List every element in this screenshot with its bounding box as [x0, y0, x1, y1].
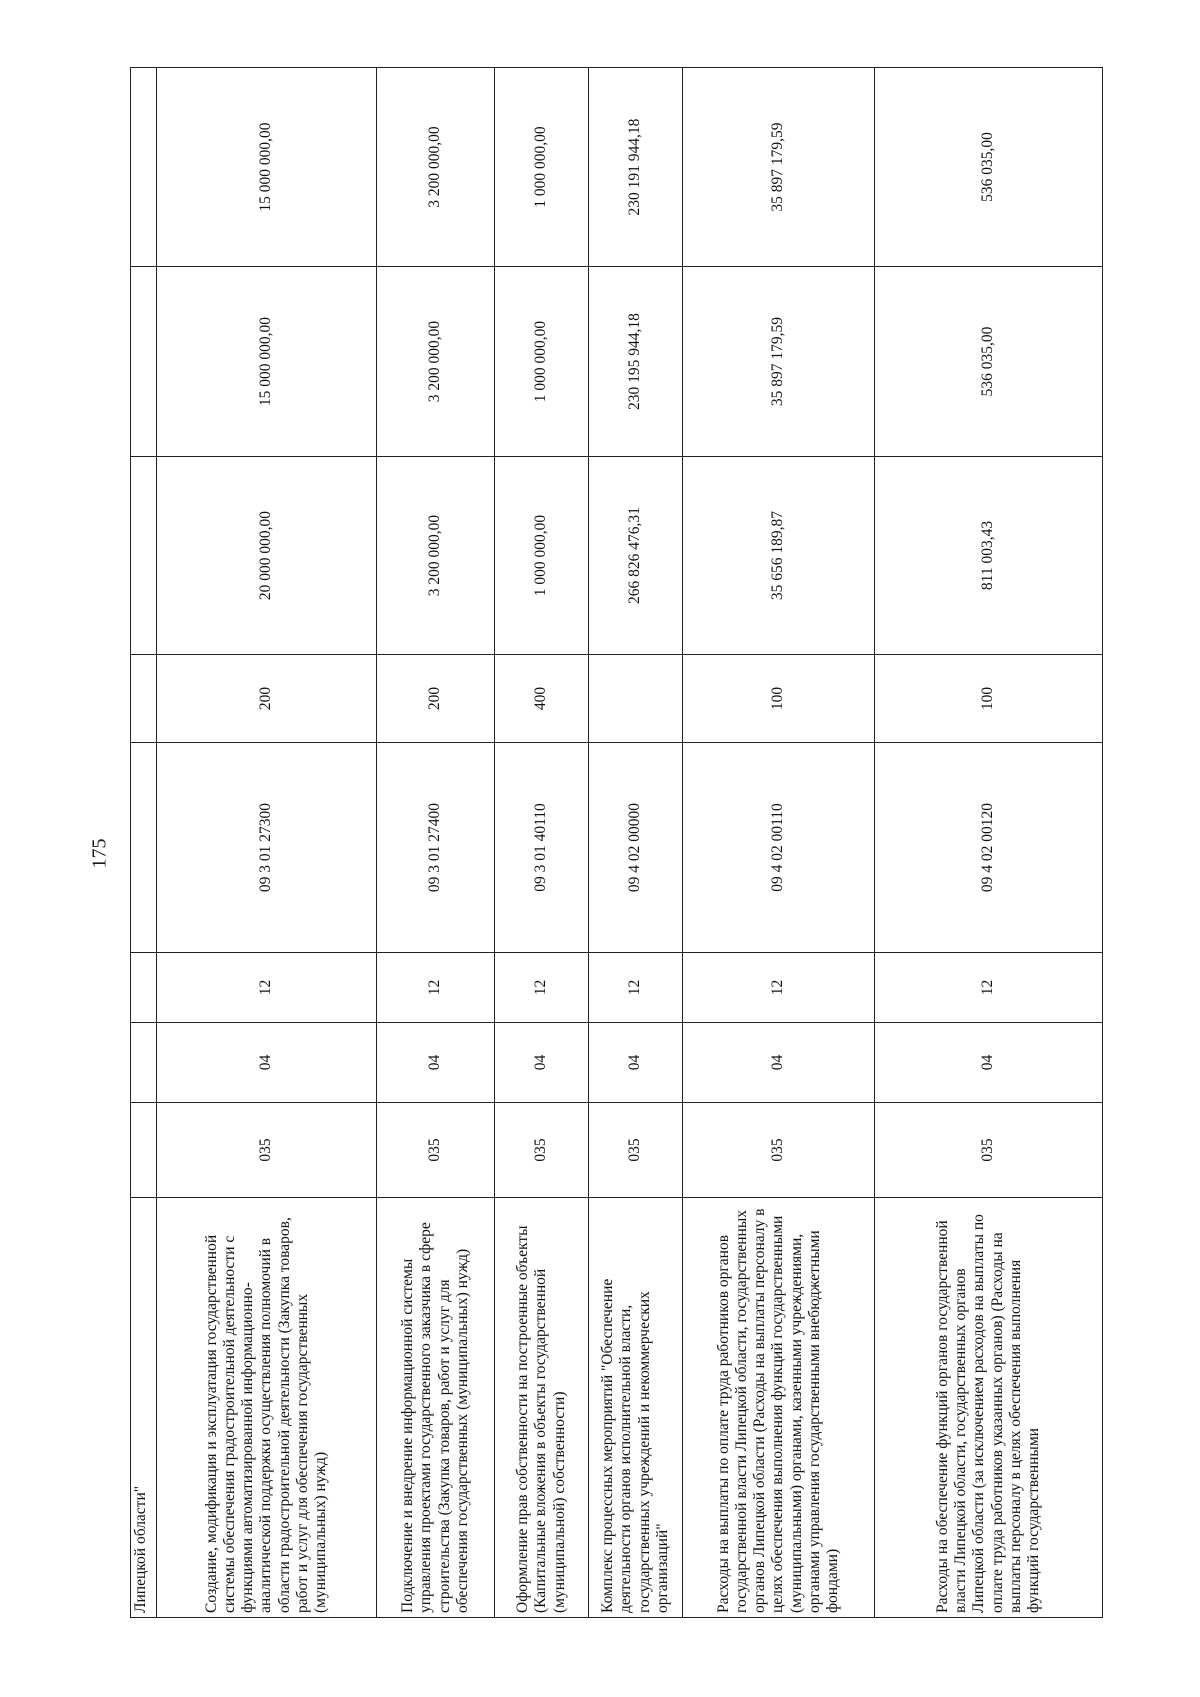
ministry-cell: 035 [875, 1103, 1103, 1198]
amount-1-cell: 1 000 000,00 [495, 457, 589, 655]
table-row [495, 68, 589, 1618]
ministry-cell: 035 [589, 1103, 683, 1198]
amount-3-cell: 536 035,00 [875, 68, 1103, 267]
amount-1-cell: 35 656 189,87 [683, 457, 875, 655]
ministry-cell: 035 [157, 1103, 377, 1198]
target-cell: 09 4 02 00110 [683, 743, 875, 953]
budget-table [130, 67, 1103, 1618]
subsection-cell: 12 [377, 953, 495, 1023]
section-cell: 04 [377, 1023, 495, 1103]
table-row [377, 68, 495, 1618]
expense-type-cell: 200 [157, 655, 377, 743]
ministry-cell: 035 [495, 1103, 589, 1198]
amount-2-cell: 3 200 000,00 [377, 267, 495, 457]
amount-1-cell: 20 000 000,00 [157, 457, 377, 655]
expense-type-cell: 100 [683, 655, 875, 743]
subsection-cell: 12 [683, 953, 875, 1023]
amount-2-cell: 230 195 944,18 [589, 267, 683, 457]
expense-type-cell: 200 [377, 655, 495, 743]
subsection-cell: 12 [875, 953, 1103, 1023]
row-name-cell: Оформление прав собственности на построенные объекты (Капитальные вложения в объекты государственной (муниципальной) собственности) [495, 1198, 589, 1618]
amount-2-cell: 1 000 000,00 [495, 267, 589, 457]
amount-1-cell: 811 003,43 [875, 457, 1103, 655]
section-cell: 04 [495, 1023, 589, 1103]
table-row [157, 68, 377, 1618]
ministry-cell: 035 [377, 1103, 495, 1198]
rotated-table-container [130, 68, 1102, 1618]
section-cell: 04 [589, 1023, 683, 1103]
target-cell: 09 4 02 00000 [589, 743, 683, 953]
subsection-cell [131, 953, 157, 1023]
section-cell: 04 [157, 1023, 377, 1103]
page-number: 175 [88, 838, 111, 869]
subsection-cell: 12 [495, 953, 589, 1023]
row-name-cell: Расходы на обеспечение функций органов государственной власти Липецкой области, государственных органов Липецкой области (за исключением расходов на выплаты по оплате труда работников указанных органов) (Расходы на выплаты персоналу в целях обеспечения выполнения функций государственными [875, 1198, 1103, 1618]
row-name-cell: Комплекс процессных мероприятий "Обеспечение деятельности органов исполнительной власти, государственных учреждений и некоммерческих организаций" [589, 1198, 683, 1618]
amount-1-cell: 266 826 476,31 [589, 457, 683, 655]
amount-3-cell: 35 897 179,59 [683, 68, 875, 267]
section-cell: 04 [875, 1023, 1103, 1103]
amount-1-cell [131, 457, 157, 655]
expense-type-cell [589, 655, 683, 743]
expense-type-cell: 100 [875, 655, 1103, 743]
ministry-cell: 035 [683, 1103, 875, 1198]
row-name-cell: Создание, модификация и эксплуатация государственной системы обеспечения градостроительной деятельности с функциями автоматизированной информационно-аналитической поддержки осуществления полномочий в области градостроительной деятельности (Закупка товаров, работ и услуг для обеспечения государственных (муниципальных) нужд) [157, 1198, 377, 1618]
ministry-cell [131, 1103, 157, 1198]
amount-2-cell: 536 035,00 [875, 267, 1103, 457]
row-name-cell: Подключение и внедрение информационной системы управления проектами государственного заказчика в сфере строительства (Закупка товаров, работ и услуг для обеспечения государственных (муниципальных) нужд) [377, 1198, 495, 1618]
target-cell: 09 3 01 27300 [157, 743, 377, 953]
table-row [683, 68, 875, 1618]
section-cell [131, 1023, 157, 1103]
target-cell: 09 3 01 27400 [377, 743, 495, 953]
amount-3-cell: 3 200 000,00 [377, 68, 495, 267]
amount-3-cell: 230 191 944,18 [589, 68, 683, 267]
amount-3-cell [131, 68, 157, 267]
target-cell [131, 743, 157, 953]
table-row [875, 68, 1103, 1618]
section-cell: 04 [683, 1023, 875, 1103]
amount-2-cell: 15 000 000,00 [157, 267, 377, 457]
amount-2-cell: 35 897 179,59 [683, 267, 875, 457]
expense-type-cell: 400 [495, 655, 589, 743]
amount-3-cell: 15 000 000,00 [157, 68, 377, 267]
target-cell: 09 3 01 40110 [495, 743, 589, 953]
amount-3-cell: 1 000 000,00 [495, 68, 589, 267]
expense-type-cell [131, 655, 157, 743]
table-row [589, 68, 683, 1618]
table-row-header [131, 68, 157, 1618]
row-name-cell: Расходы на выплаты по оплате труда работников органов государственной власти Липецкой области, государственных органов Липецкой области (Расходы на выплаты персоналу в целях обеспечения выполнения функций государственными (муниципальными) органами, казенными учреждениями, органами управления государственными внебюджетными фондами) [683, 1198, 875, 1618]
amount-1-cell: 3 200 000,00 [377, 457, 495, 655]
subsection-cell: 12 [157, 953, 377, 1023]
row-name-cell: Липецкой области" [131, 1198, 157, 1618]
amount-2-cell [131, 267, 157, 457]
subsection-cell: 12 [589, 953, 683, 1023]
target-cell: 09 4 02 00120 [875, 743, 1103, 953]
